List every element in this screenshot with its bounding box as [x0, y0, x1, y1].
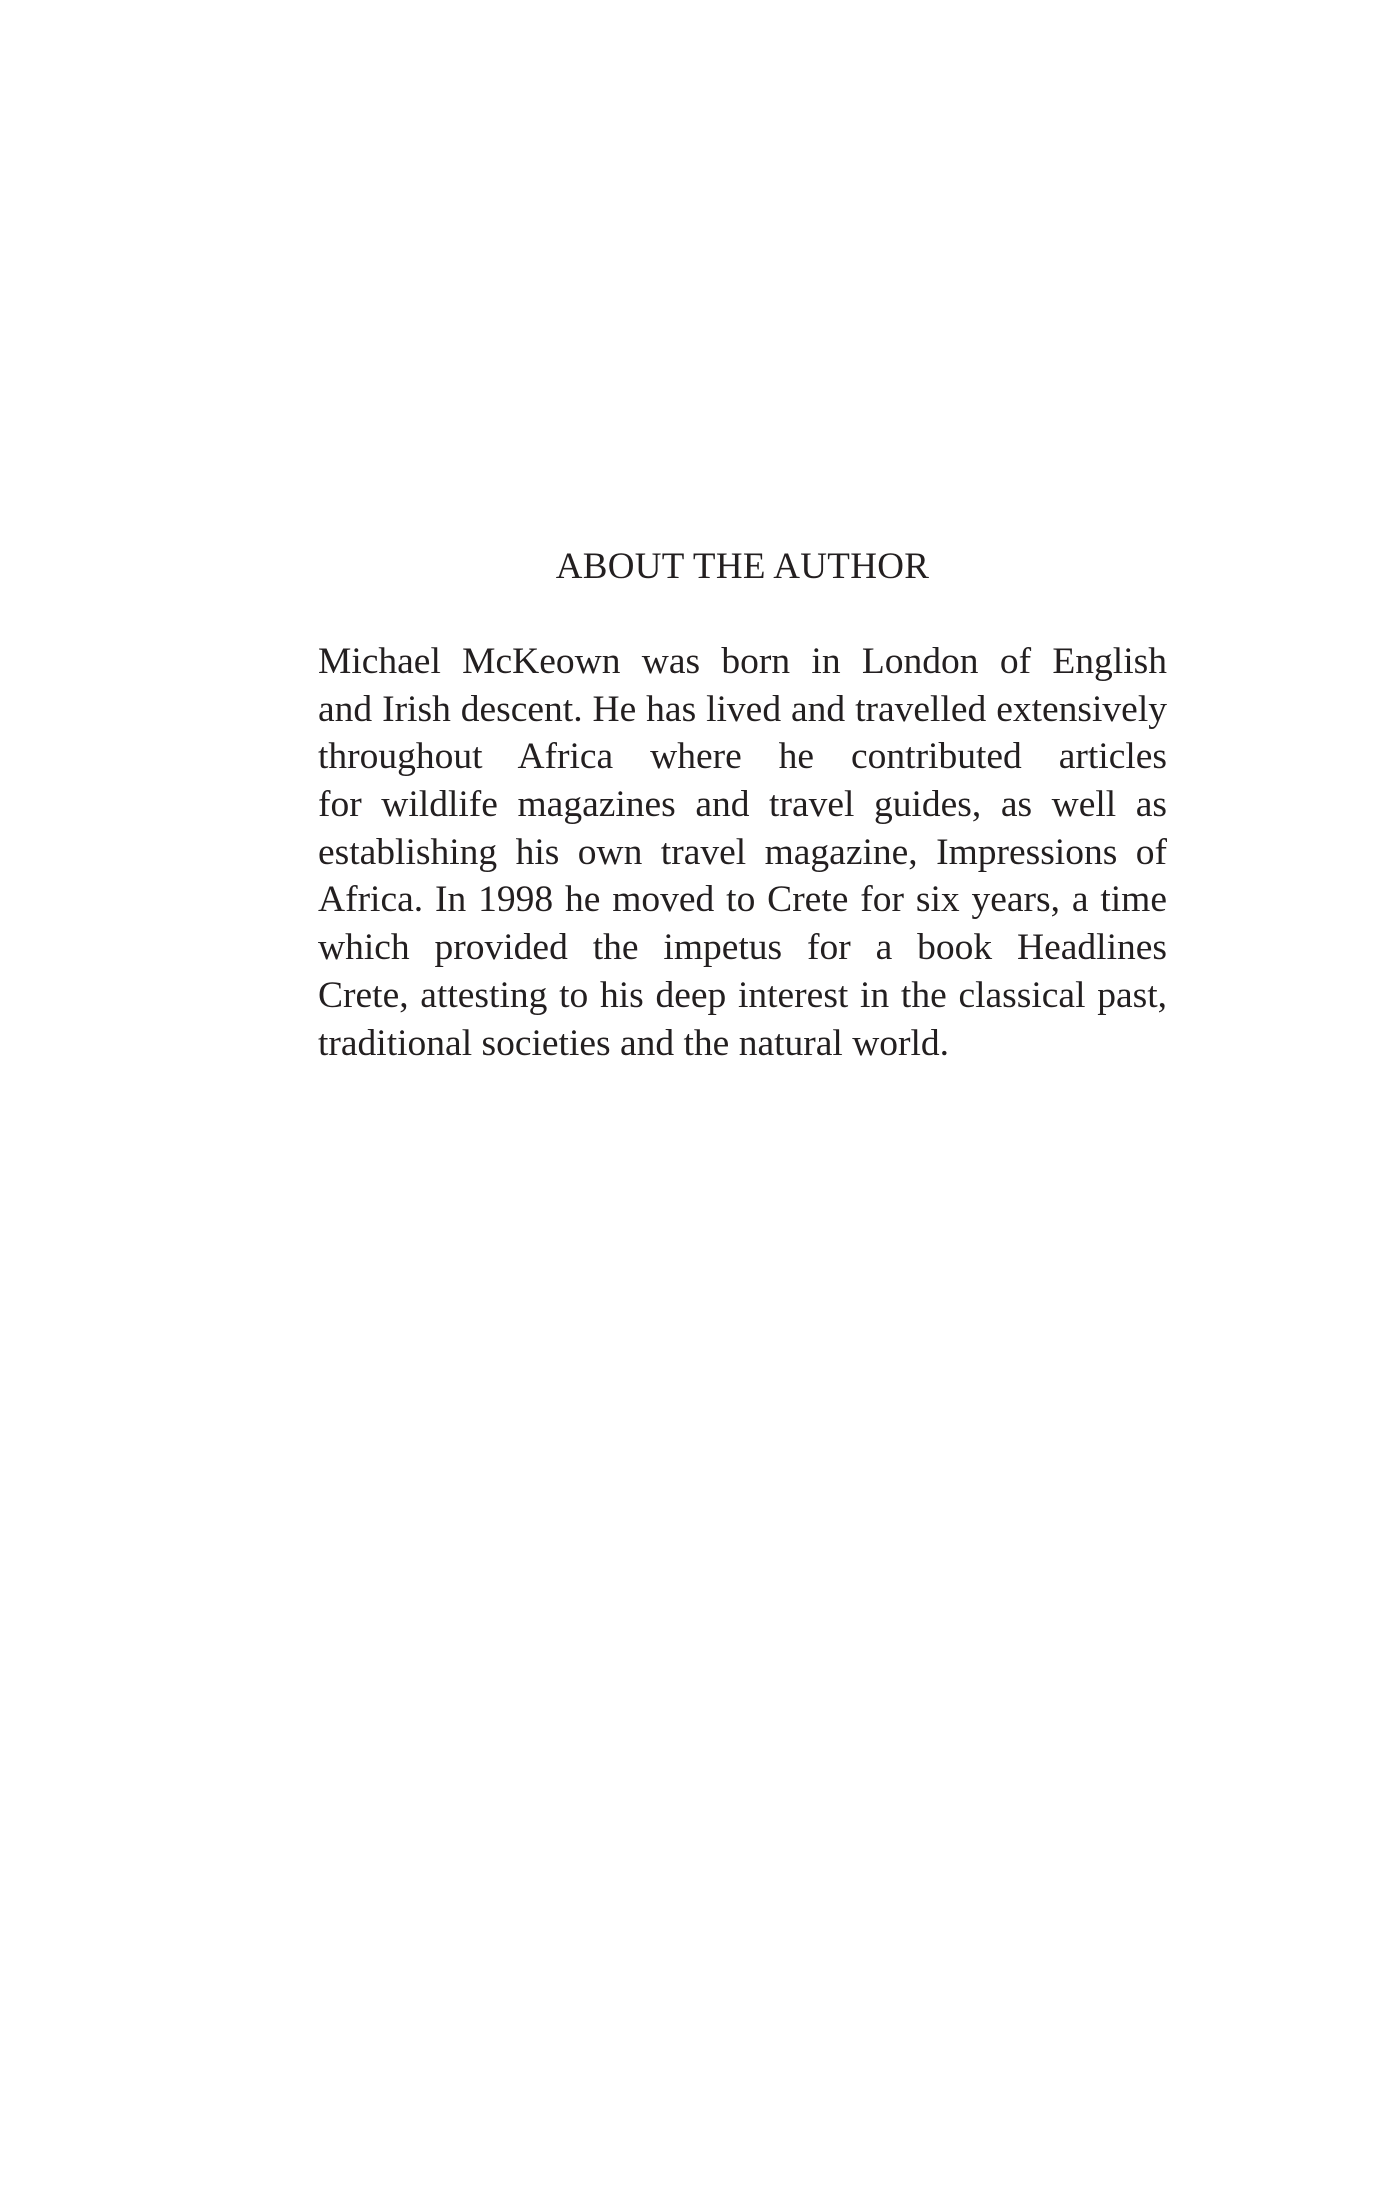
- bio-line: Crete, attesting to his deep interest in the classical past,: [318, 974, 1167, 1016]
- bio-line: Michael McKeown was born in London of English: [318, 641, 1167, 682]
- bio-line: traditional societies and the natural world.: [318, 1022, 950, 1064]
- bio-line: establishing his own travel magazine, Impressions of: [318, 831, 1167, 873]
- author-bio: [318, 638, 1167, 1067]
- bio-line: for wildlife magazines and travel guides, as well as: [318, 784, 1167, 826]
- bio-line: throughout Africa where he contributed articles: [318, 736, 1167, 778]
- bio-line: and Irish descent. He has lived and travelled extensively: [318, 688, 1167, 730]
- bio-line: which provided the impetus for a book Headlines: [318, 927, 1167, 969]
- bio-line: Africa. In 1998 he moved to Crete for six years, a time: [318, 879, 1167, 921]
- page-title: ABOUT THE AUTHOR: [555, 546, 930, 587]
